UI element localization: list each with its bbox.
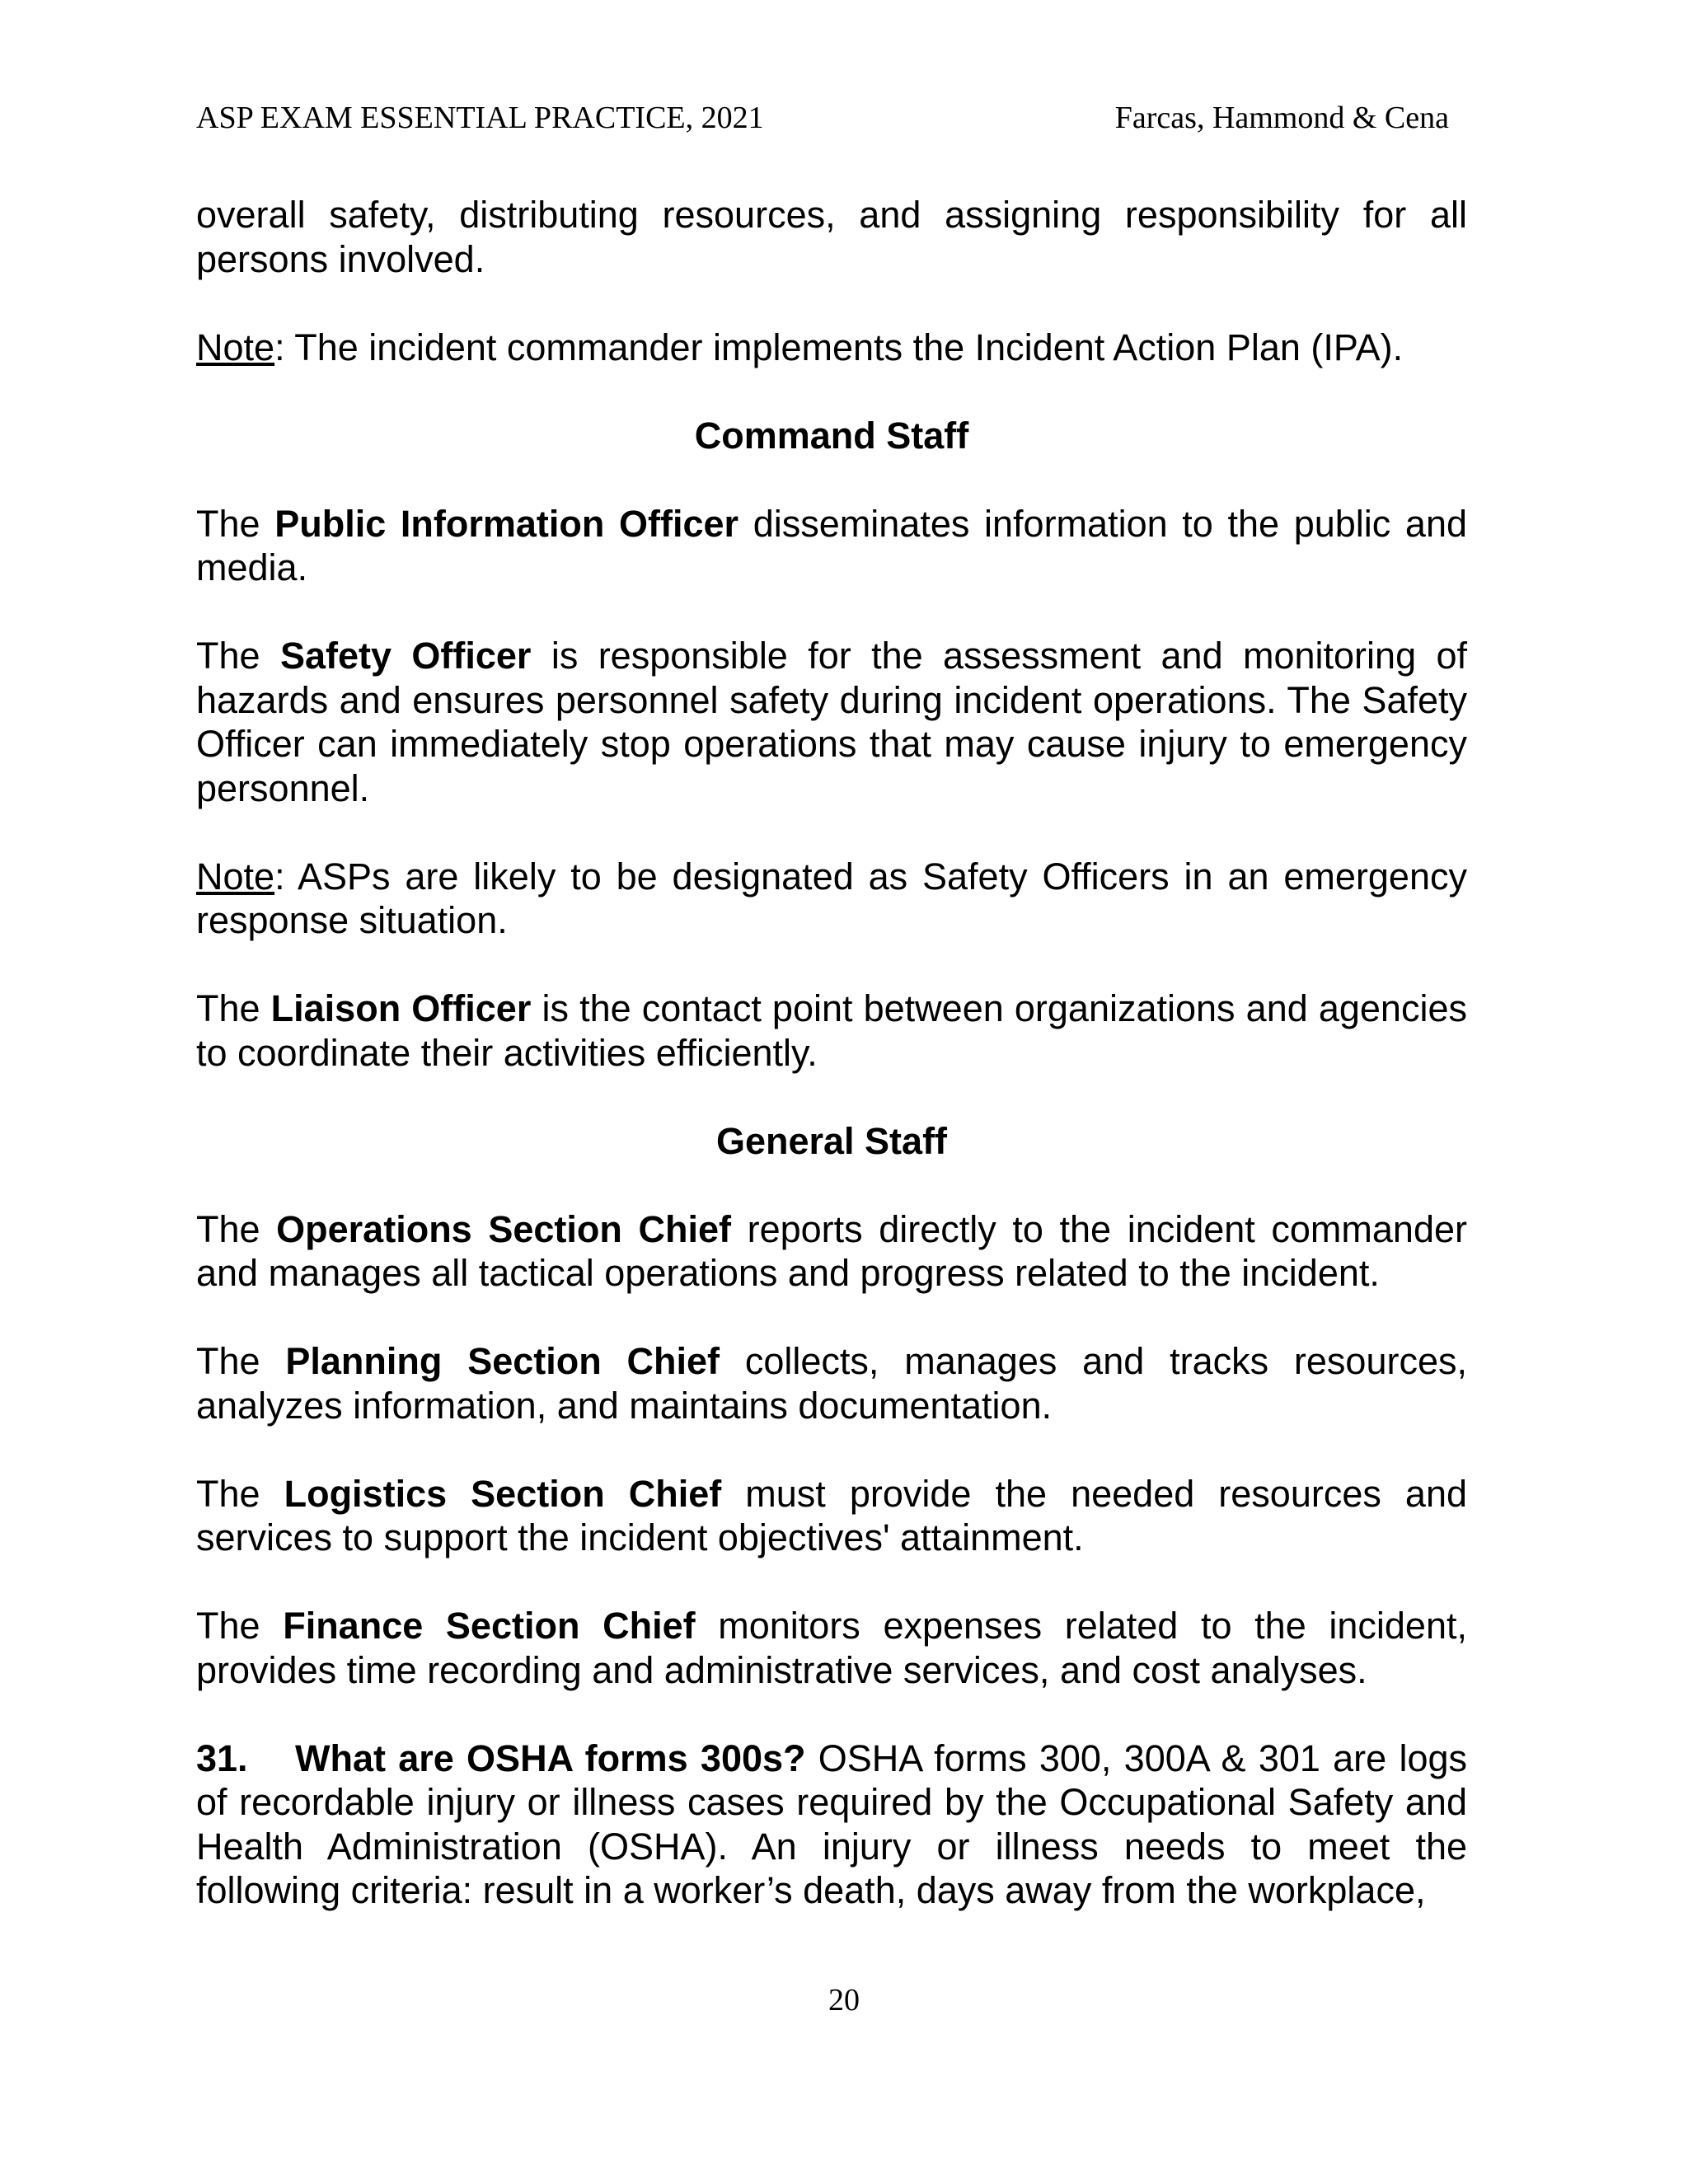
page-number: 20 [828,1983,860,2018]
paragraph-text: collects, manages and tracks resources, analyzes information, and maintains documentation. [196,1340,1467,1427]
paragraph-finance-section-chief [196,1604,1467,1692]
paragraph-text: reports directly to the incident commander and manages all tactical operations and progress related to the incident. [196,1207,1468,1294]
note-label: Note [196,326,275,368]
paragraph-lead: The [196,1605,284,1647]
note-text: : The incident commander implements the Incident Action Plan (IPA). [274,326,1404,368]
paragraph-logistics-section-chief [196,1472,1467,1560]
term-planning-section-chief: Planning Section Chief [285,1340,720,1382]
term-finance-section-chief: Finance Section Chief [283,1605,696,1647]
question-answer-text: OSHA forms 300, 300A & 301 are logs of recordable injury or illness cases required by the Occupational Safety and Health Administration (OSHA). An injury or illness needs to meet the following criteria: result in a worker’s death, days away from the workplace, [196,1736,1467,1911]
paragraph-lead: The [196,1472,284,1515]
term-operations-section-chief: Operations Section Chief [276,1207,731,1250]
term-logistics-section-chief: Logistics Section Chief [284,1472,722,1515]
paragraph-public-information-officer [196,502,1467,590]
paragraph-lead: The [196,1340,286,1382]
section-heading-command-staff: Command Staff [694,414,969,457]
note-incident-commander [196,326,1467,370]
page-content [196,193,1467,1957]
paragraph-planning-section-chief [196,1339,1467,1427]
intro-paragraph: overall safety, distributing resources, and assigning responsibility for all persons involved. [196,194,1467,280]
paragraph-text: is responsible for the assessment and monitoring of hazards and ensures personnel safety during incident operations. The Safety Officer can immediately stop operations that may cause injury to emergency personnel. [196,635,1467,809]
question-31-paragraph [196,1736,1467,1913]
paragraph-text: must provide the needed resources and services to support the incident objectives' attainment. [196,1472,1467,1558]
paragraph-text: is the contact point between organizations and agencies to coordinate their activities efficiently. [196,987,1467,1074]
term-liaison-officer: Liaison Officer [270,987,532,1029]
paragraph-text: monitors expenses related to the incident, provides time recording and administrative services, and cost analyses. [196,1605,1467,1691]
note-text: : ASPs are likely to be designated as Safety Officers in an emergency response situation. [196,855,1467,941]
header-authors: Farcas, Hammond & Cena [1114,101,1449,135]
paragraph-liaison-officer [196,987,1467,1075]
paragraph-text: disseminates information to the public and media. [196,502,1468,588]
term-public-information-officer: Public Information Officer [274,502,739,545]
paragraph-operations-section-chief [196,1207,1467,1296]
note-asps-safety-officers [196,855,1467,943]
paragraph-lead: The [196,1207,277,1250]
paragraph-safety-officer [196,634,1467,810]
paragraph-lead: The [196,502,275,545]
paragraph-lead: The [196,635,280,677]
term-safety-officer: Safety Officer [279,635,532,677]
header-title: ASP EXAM ESSENTIAL PRACTICE, 2021 [196,101,764,135]
page-header [196,97,1449,138]
section-heading-general-staff: General Staff [715,1119,948,1162]
question-title: What are OSHA forms 300s? [295,1736,806,1779]
note-label: Note [196,855,275,898]
question-number: 31. [196,1736,248,1779]
paragraph-lead: The [196,987,271,1029]
